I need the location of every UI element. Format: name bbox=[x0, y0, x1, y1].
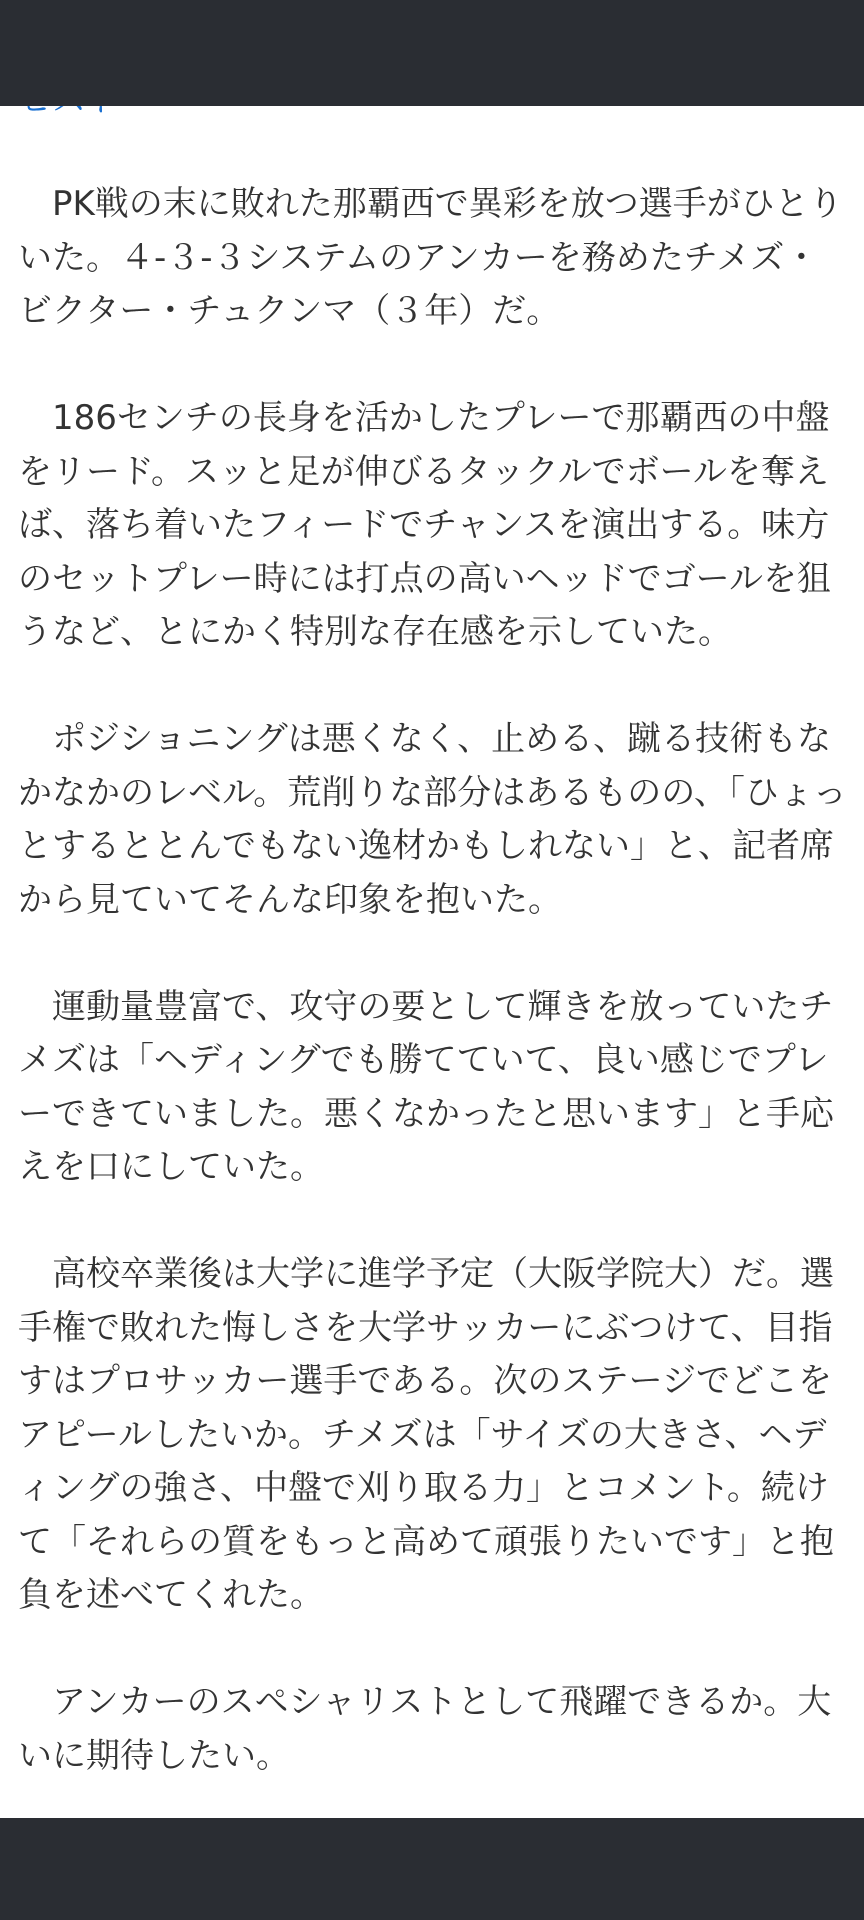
article-paragraph-4: 運動量豊富で、攻守の要として輝きを放っていたチメズは「ヘディングでも勝てていて、良い感じでプレーできていました。悪くなかったと思います」と手応えを口にしていた。 bbox=[18, 986, 834, 1187]
article-body bbox=[18, 178, 850, 1837]
bottom-navigation-bar bbox=[0, 1818, 864, 1920]
top-system-bar bbox=[0, 0, 864, 106]
article-paragraph-6: アンカーのスペシャリストとして飛躍できるか。大いに期待したい。 bbox=[18, 1682, 832, 1776]
article-paragraph-2: 186センチの長身を活かしたプレーで那覇西の中盤をリード。スッと足が伸びるタックルでボールを奪えば、落ち着いたフィードでチャンスを演出する。味方のセットプレー時には打点の高いヘッドでゴールを狙うなど、とにかく特別な存在感を示していた。 bbox=[18, 398, 831, 652]
article-paragraph-3: ポジショニングは悪くなく、止める、蹴る技術もなかなかのレベル。荒削りな部分はあるものの、「ひょっとするととんでもない逸材かもしれない」と、記者席から見ていてそんな印象を抱いた。 bbox=[18, 719, 847, 920]
article-paragraph-5: 高校卒業後は大学に進学予定（大阪学院大）だ。選手権で敗れた悔しさを大学サッカーにぶつけて、目指すはプロサッカー選手である。次のステージでどこをアピールしたいか。チメズは「サイズの大きさ、ヘディングの強さ、中盤で刈り取る力」とコメント。続けて「それらの質をもっと高めて頑張りたいです」と抱負を述べてくれた。 bbox=[18, 1254, 834, 1615]
article-view[interactable] bbox=[0, 106, 864, 1818]
article-paragraph-1: PK戦の末に敗れた那覇西で異彩を放つ選手がひとりいた。４-３-３システムのアンカーを務めたチメズ・ビクター・チュクンマ（３年）だ。 bbox=[18, 184, 843, 331]
